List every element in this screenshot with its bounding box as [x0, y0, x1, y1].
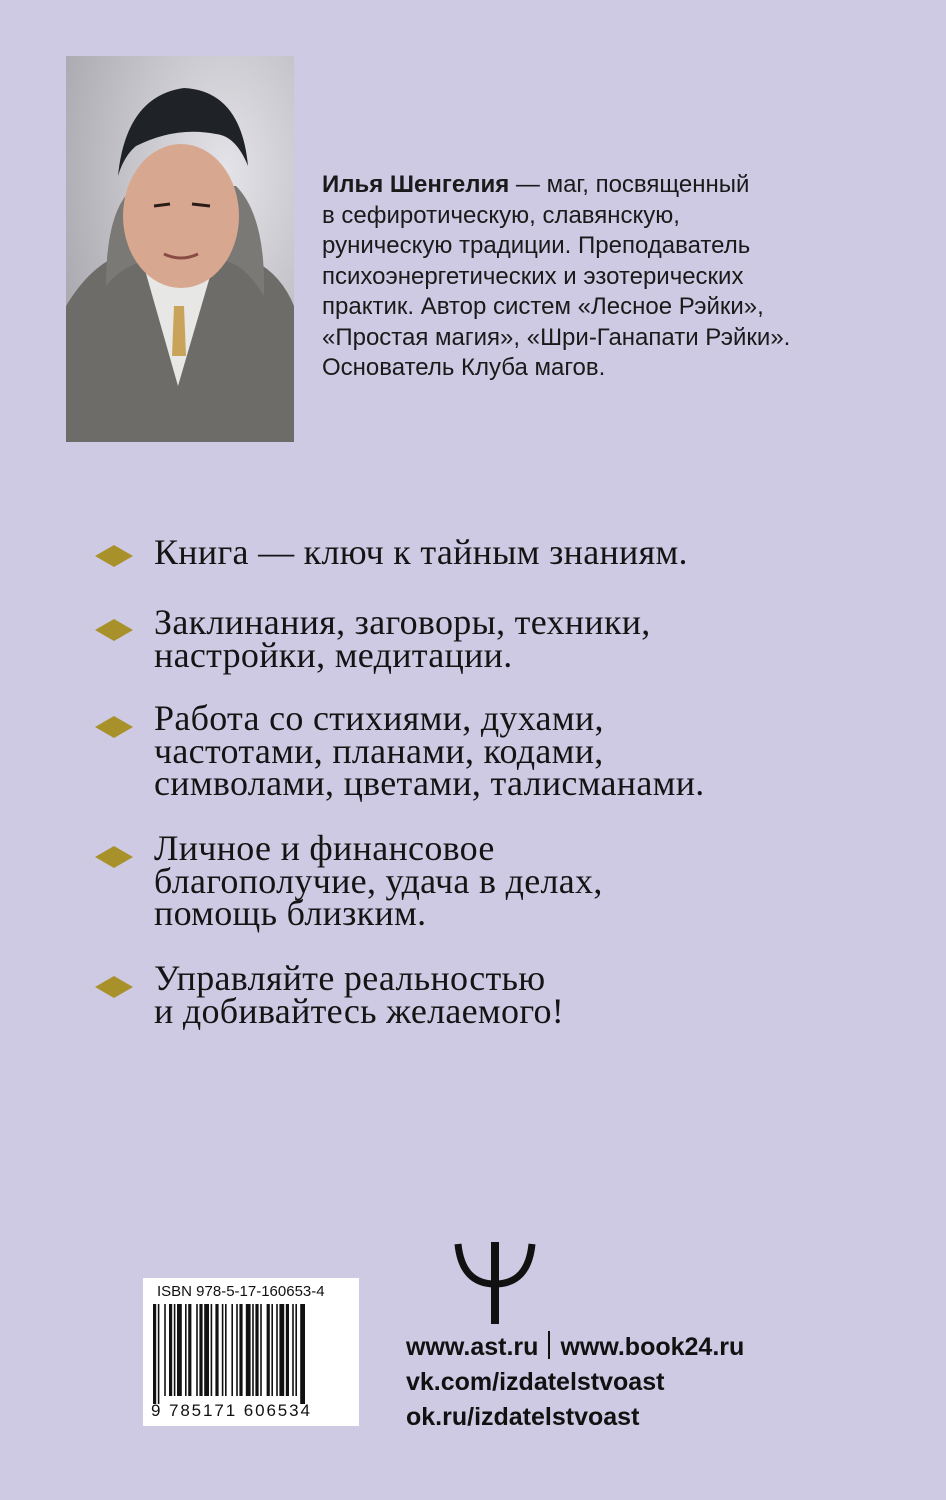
barcode: [143, 1278, 359, 1426]
barcode-bar: [267, 1304, 270, 1396]
barcode-bar: [236, 1304, 238, 1396]
link-vk[interactable]: vk.com/izdatelstvoast: [406, 1368, 665, 1396]
barcode-bar: [164, 1304, 166, 1396]
link-ast[interactable]: www.ast.ru: [406, 1333, 539, 1361]
barcode-bar: [300, 1304, 305, 1404]
feature-text: Заклинания, заговоры, техники, настройки, медитации.: [154, 602, 651, 675]
bio-line: практик. Автор систем «Лесное Рэйки»,: [322, 293, 764, 320]
barcode-bar: [204, 1304, 209, 1396]
bio-line: руническую традиции. Преподаватель: [322, 232, 751, 259]
author-bio: [322, 170, 842, 384]
bio-line: «Простая магия», «Шри-Ганапати Рэйки».: [322, 323, 791, 351]
barcode-bar: [225, 1304, 227, 1396]
bio-line: Основатель Клуба магов.: [322, 354, 606, 381]
link-book24[interactable]: www.book24.ru: [560, 1333, 745, 1361]
barcode-bar: [222, 1304, 224, 1396]
barcode-bar: [295, 1304, 297, 1396]
barcode-bar: [271, 1304, 273, 1396]
diamond-icon: [95, 545, 133, 567]
bio-line: психоэнергетических и эзотерических: [322, 262, 744, 290]
barcode-bar: [177, 1304, 182, 1396]
link-separator: [548, 1331, 550, 1359]
author-name: Илья Шенгелия: [322, 171, 510, 198]
feature-text: Личное и финансовое благополучие, удача в делах, помощь близким.: [154, 828, 603, 933]
publisher-logo-icon: [452, 1240, 538, 1326]
barcode-bar: [255, 1304, 258, 1396]
link-ok[interactable]: ok.ru/izdatelstvoast: [406, 1403, 640, 1431]
barcode-bar: [246, 1304, 251, 1396]
diamond-icon: [95, 716, 133, 738]
barcode-bar: [158, 1304, 160, 1404]
barcode-bar: [231, 1304, 233, 1396]
barcode-bar: [252, 1304, 254, 1396]
bio-line: — маг, посвященный: [509, 171, 750, 198]
barcode-bar: [279, 1304, 284, 1396]
barcode-bar: [292, 1304, 294, 1396]
barcode-bar: [153, 1304, 156, 1404]
feature-text: Управляйте реальностью и добивайтесь желаемого!: [154, 958, 565, 1031]
barcode-bar: [260, 1304, 262, 1396]
barcode-bar: [185, 1304, 187, 1396]
barcode-bar: [199, 1304, 202, 1396]
author-photo: [66, 56, 294, 442]
publisher-links: [406, 1330, 744, 1435]
barcode-bar: [211, 1304, 213, 1396]
feature-text: Книга — ключ к тайным знаниям.: [154, 532, 688, 572]
diamond-icon: [95, 846, 133, 868]
barcode-bar: [276, 1304, 278, 1396]
bio-line: в сефиротическую, славянскую,: [322, 201, 680, 229]
barcode-bar: [188, 1304, 191, 1396]
barcode-bar: [286, 1304, 289, 1396]
barcode-bars: [153, 1304, 349, 1404]
barcode-bar: [239, 1304, 242, 1396]
barcode-bar: [174, 1304, 176, 1396]
diamond-icon: [95, 976, 133, 998]
feature-text: Работа со стихиями, духами, частотами, планами, кодами, символами, цветами, талисманами.: [154, 698, 705, 803]
barcode-bar: [196, 1304, 198, 1396]
isbn-label: ISBN 978-5-17-160653-4: [157, 1283, 325, 1300]
barcode-bar: [215, 1304, 218, 1396]
barcode-digits: 9 785171 606534: [151, 1401, 312, 1420]
diamond-icon: [95, 619, 133, 641]
barcode-bar: [169, 1304, 172, 1396]
